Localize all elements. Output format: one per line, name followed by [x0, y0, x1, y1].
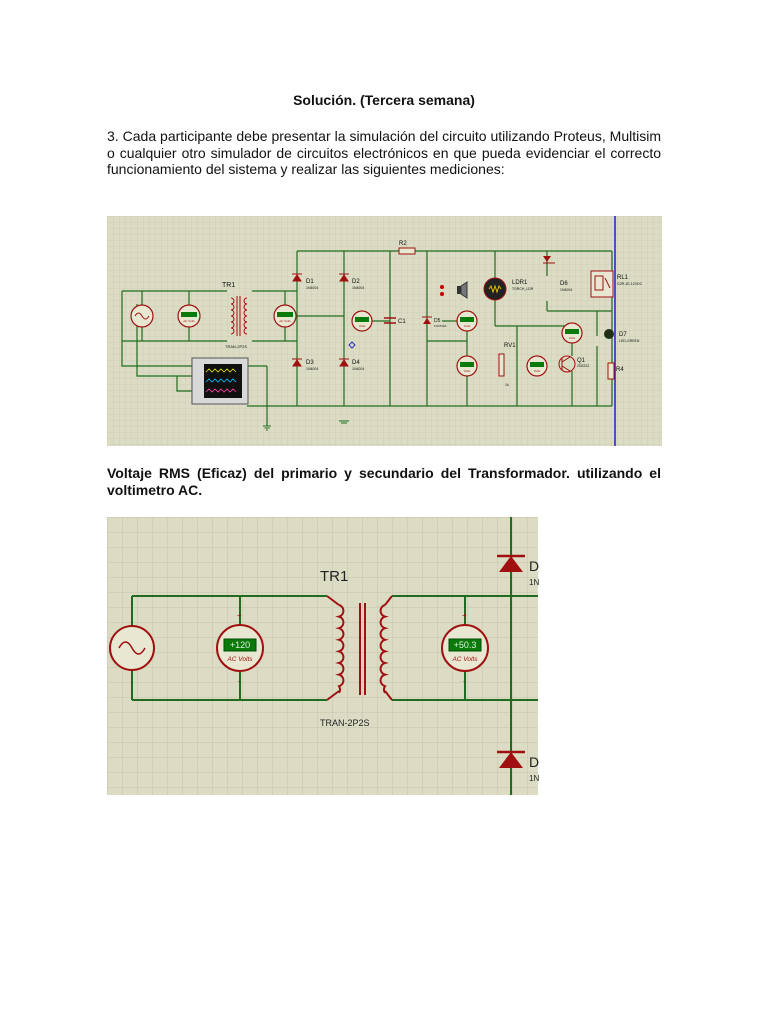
instruction-paragraph: 3. Cada participante debe presentar la simulación del circuito utilizando Proteus, Multisim o cualquier otro simulador de circuitos electrónicos en que pueda evidenciar el correcto funcionamiento del sistema y realizar las siguientes mediciones: — [107, 128, 661, 177]
svg-text:1k: 1k — [505, 383, 509, 387]
svg-text:1N4733A: 1N4733A — [434, 324, 447, 328]
tr1-label: TR1 — [320, 568, 349, 585]
document-title: Solución. (Tercera semana) — [293, 92, 475, 108]
svg-text:D3: D3 — [306, 360, 314, 366]
svg-text:R2: R2 — [399, 241, 407, 247]
svg-text:2N2222: 2N2222 — [577, 364, 590, 368]
svg-text:+: + — [237, 611, 242, 620]
resistor-r4 — [608, 363, 614, 379]
svg-text:Volts: Volts — [463, 324, 471, 328]
secondary-voltage-reading: +50.3 — [453, 640, 477, 650]
circuit-schematic-full — [107, 216, 662, 446]
svg-text:D6: D6 — [560, 281, 568, 287]
svg-text:1N4004: 1N4004 — [306, 286, 319, 290]
dc-voltmeter-3 — [562, 323, 582, 343]
tran-label-small: TRAN-2P2S — [225, 344, 248, 349]
svg-text:-: - — [463, 677, 466, 686]
ldr1 — [484, 278, 506, 300]
section-heading: Voltaje RMS (Eficaz) del primario y secundario del Transformador. utilizando el voltimetro AC. — [107, 465, 661, 498]
svg-text:LDR1: LDR1 — [512, 280, 528, 286]
svg-text:RL1: RL1 — [617, 275, 629, 281]
svg-text:R4: R4 — [616, 367, 624, 373]
svg-text:+: + — [462, 611, 467, 620]
svg-text:1N4004: 1N4004 — [352, 286, 365, 290]
svg-text:Volts: Volts — [463, 369, 471, 373]
svg-text:1N4004: 1N4004 — [352, 367, 365, 371]
svg-text:AC Volts: AC Volts — [227, 656, 253, 663]
dc-voltmeter-4 — [457, 356, 477, 376]
dc-voltmeter-5 — [527, 356, 547, 376]
svg-text:D4: D4 — [352, 360, 360, 366]
ac-voltmeter-secondary-small — [274, 305, 296, 327]
svg-text:1N4004: 1N4004 — [306, 367, 319, 371]
relay-rl1 — [591, 271, 613, 297]
ac-source-icon — [110, 626, 154, 670]
ac-voltmeter-primary-small — [178, 305, 200, 327]
resistor-r2 — [399, 248, 415, 254]
svg-text:D5: D5 — [434, 318, 441, 324]
svg-text:TORCH_LDR: TORCH_LDR — [512, 287, 534, 291]
potentiometer-rv1 — [499, 354, 504, 376]
svg-text:D1: D1 — [306, 279, 314, 285]
svg-text:Volts: Volts — [568, 336, 576, 340]
svg-text:D2: D2 — [352, 279, 360, 285]
led-d7 — [604, 329, 614, 339]
svg-text:Q1: Q1 — [577, 358, 586, 364]
transformer-measurement-zoom — [107, 517, 538, 795]
dc-voltmeter-2 — [457, 311, 477, 331]
svg-text:D7: D7 — [619, 332, 627, 338]
svg-text:AC Volts: AC Volts — [279, 319, 291, 323]
svg-text:Volts: Volts — [358, 324, 366, 328]
svg-text:Volts: Volts — [533, 369, 541, 373]
svg-text:G2R-1E-12VDC: G2R-1E-12VDC — [617, 282, 643, 286]
svg-text:-: - — [238, 677, 241, 686]
tr1-label-small: TR1 — [222, 282, 236, 289]
tran-2p2s-label: TRAN-2P2S — [320, 718, 370, 728]
oscilloscope — [192, 358, 248, 404]
dc-voltmeter-1 — [352, 311, 372, 331]
primary-voltage-reading: +120 — [229, 640, 251, 650]
svg-text:1N: 1N — [529, 774, 540, 783]
svg-text:RV1: RV1 — [504, 343, 516, 349]
svg-text:1N4004: 1N4004 — [560, 288, 573, 292]
svg-text:1N: 1N — [529, 578, 540, 587]
svg-text:D: D — [529, 754, 540, 770]
svg-text:LED-GREEN: LED-GREEN — [619, 339, 640, 343]
svg-text:AC Volts: AC Volts — [183, 319, 195, 323]
svg-text:C1: C1 — [398, 319, 406, 325]
svg-text:D: D — [529, 558, 540, 574]
svg-text:AC Volts: AC Volts — [452, 656, 478, 663]
